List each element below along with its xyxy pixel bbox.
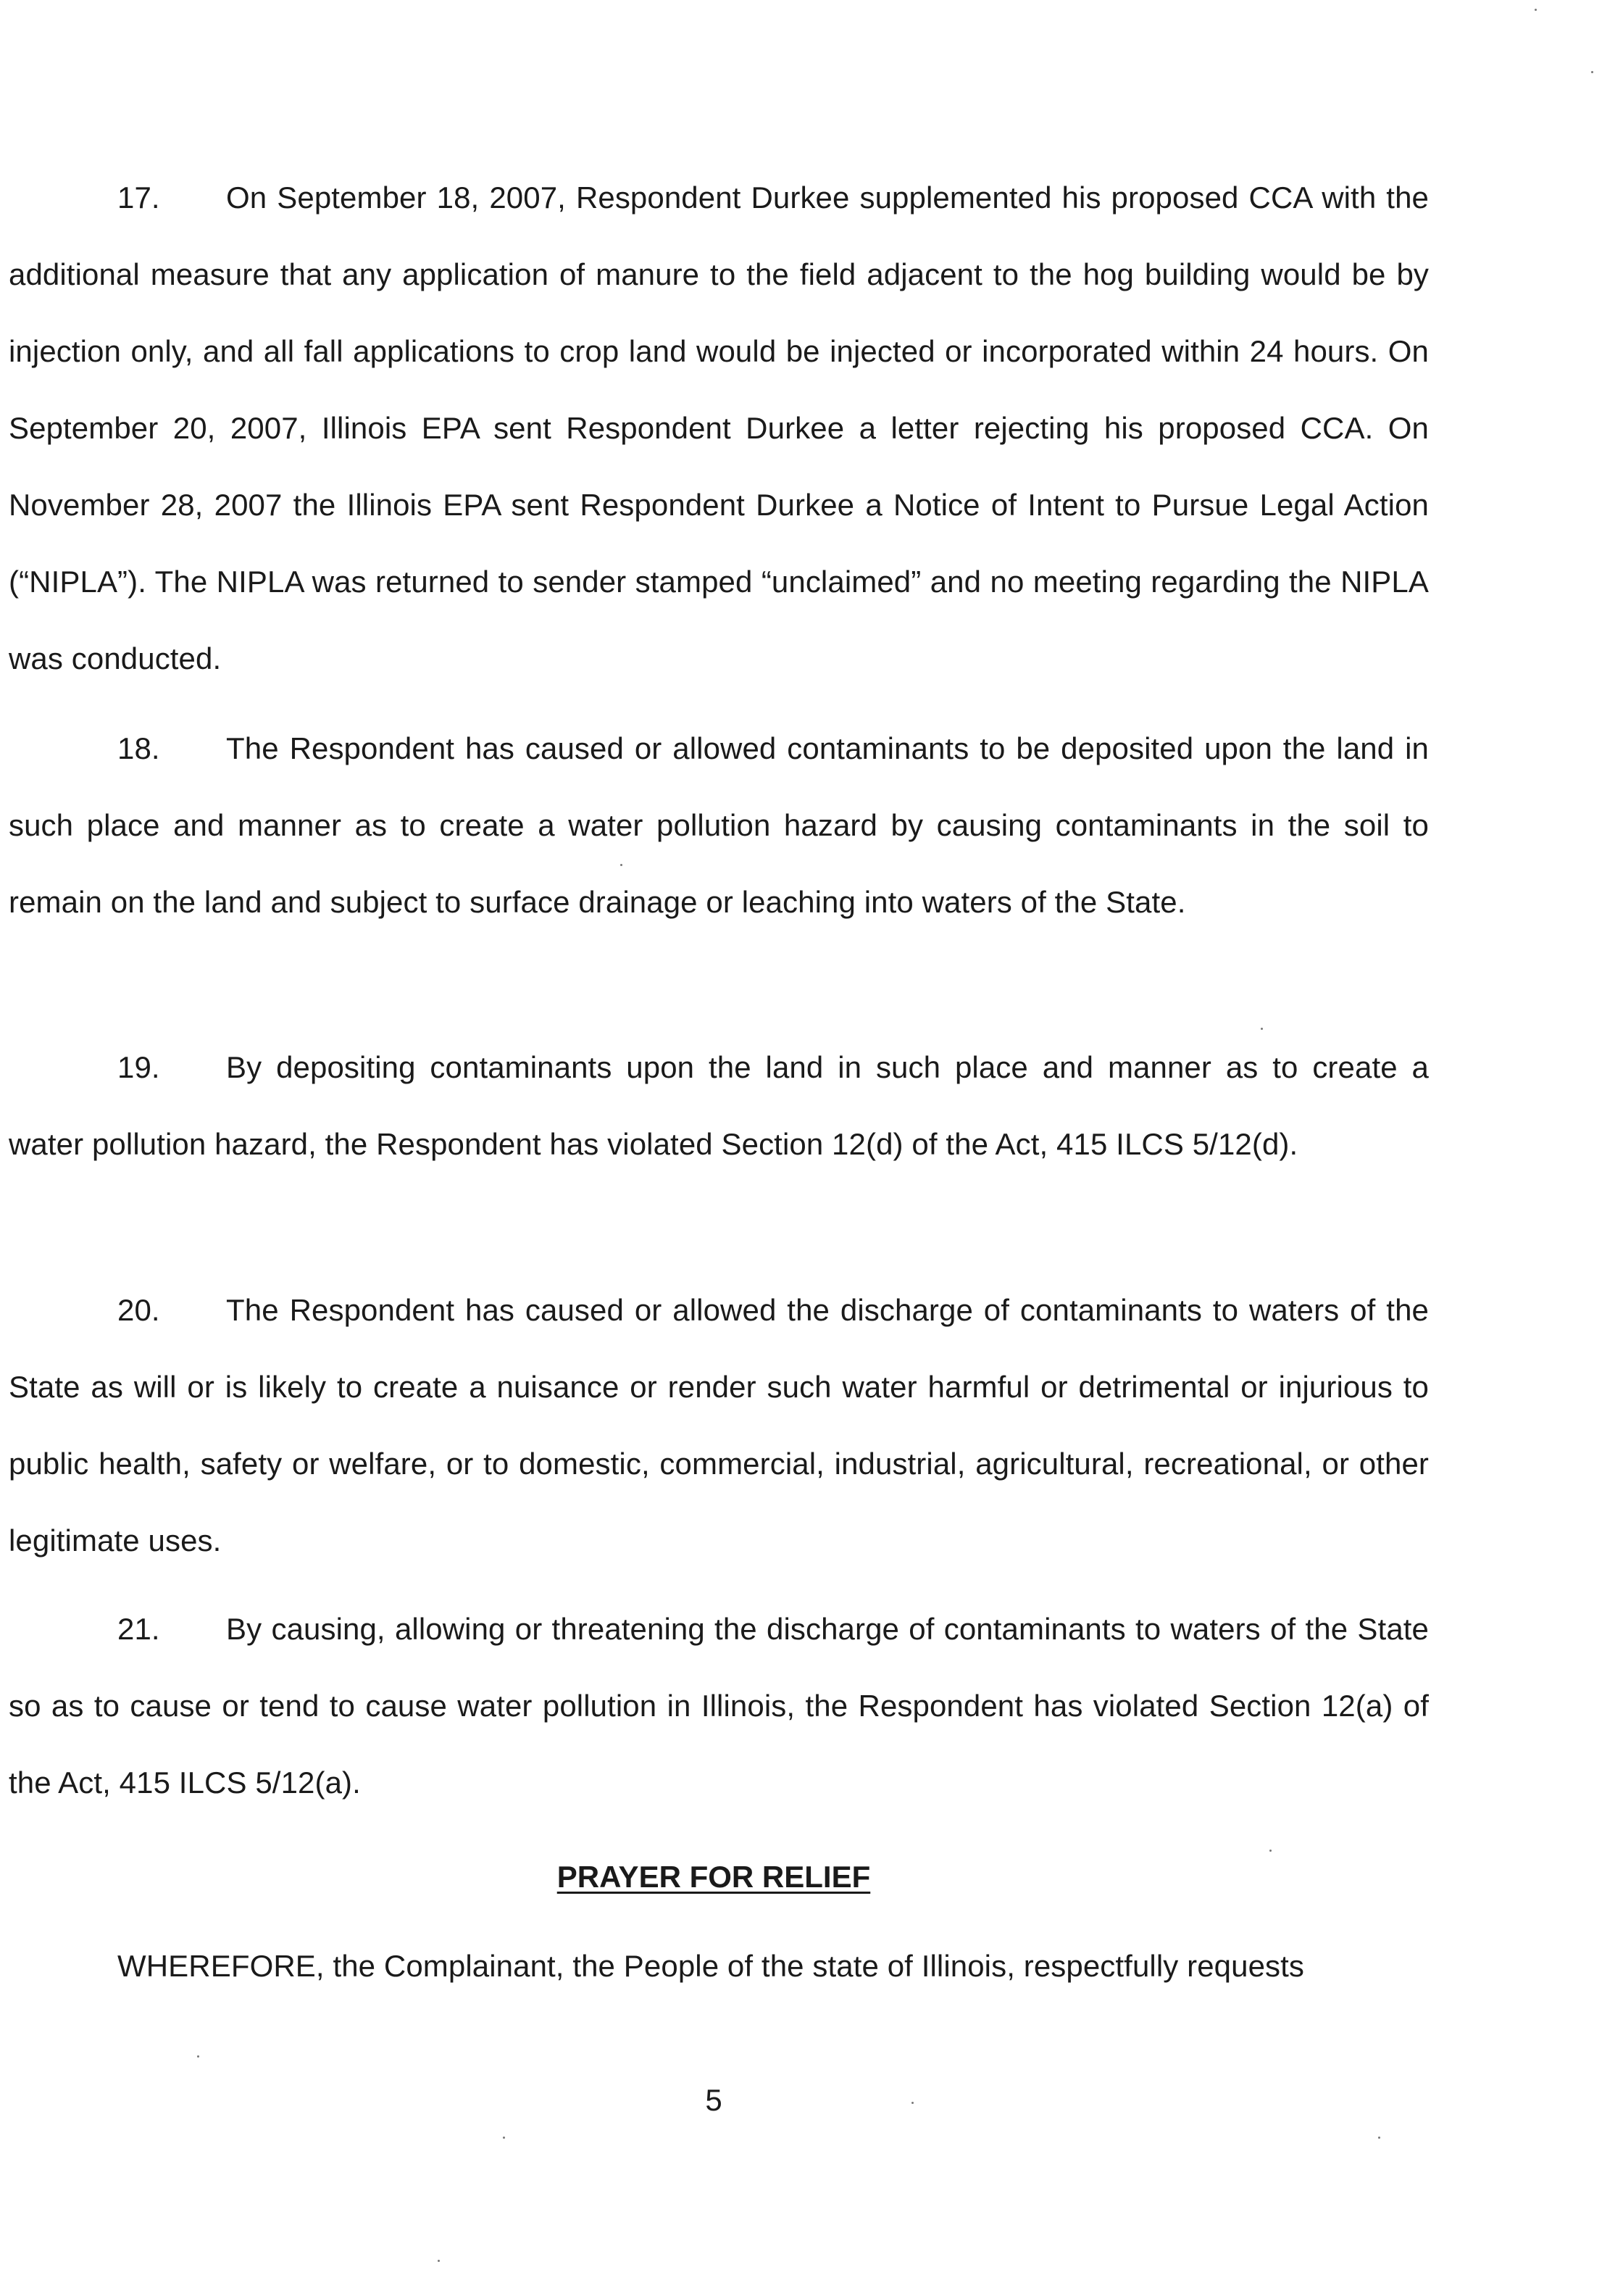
paragraph-21 xyxy=(9,1591,1429,1821)
paragraph-number: 17. xyxy=(117,180,160,215)
paragraph-19 xyxy=(9,1029,1429,1183)
paragraph-18 xyxy=(9,710,1429,941)
paragraph-20 xyxy=(9,1272,1429,1579)
paragraph-number: 20. xyxy=(117,1293,160,1327)
scan-speck xyxy=(197,2055,199,2058)
scan-speck xyxy=(620,864,622,866)
paragraph-text: By depositing contaminants upon the land in such place and manner as to create a water pollution hazard, the Respondent has violated Section 12(d) of the Act, 415 ILCS 5/12(d). xyxy=(9,1050,1429,1161)
scan-speck xyxy=(1535,9,1537,11)
paragraph-text: On September 18, 2007, Respondent Durkee supplemented his proposed CCA with the additional measure that any application of manure to the field adjacent to the hog building would be by injection only, and all fall applications to crop land would be injected or incorporated within 24 hours. On September 20, 2007, Illinois EPA sent Respondent Durkee a letter rejecting his proposed CCA. On November 28, 2007 the Illinois EPA sent Respondent Durkee a Notice of Intent to Pursue Legal Action (“NIPLA”). The NIPLA was returned to sender stamped “unclaimed” and no meeting regarding the NIPLA was conducted. xyxy=(9,180,1429,675)
paragraph-text: WHEREFORE, the Complainant, the People of the state of Illinois, respectfully requests xyxy=(117,1949,1305,1983)
scan-speck xyxy=(438,2260,440,2262)
paragraph-number: 18. xyxy=(117,731,160,765)
scan-speck xyxy=(1269,1850,1272,1852)
scan-speck xyxy=(503,2137,505,2139)
paragraph-number: 21. xyxy=(117,1612,160,1646)
scan-speck xyxy=(911,2102,914,2104)
paragraph-text: By causing, allowing or threatening the discharge of contaminants to waters of the State so as to cause or tend to cause water pollution in Illinois, the Respondent has violated Section 12(a) of the Act, 415 ILCS 5/12(a). xyxy=(9,1612,1429,1800)
paragraph-text: The Respondent has caused or allowed the discharge of contaminants to waters of the State as will or is likely to create a nuisance or render such water harmful or detrimental or injurious to public health, safety or welfare, or to domestic, commercial, industrial, agricultural, recreational, or other legitimate uses. xyxy=(9,1293,1429,1557)
paragraph-text: The Respondent has caused or allowed contaminants to be deposited upon the land in such place and manner as to create a water pollution hazard by causing contaminants in the soil to remain on the land and subject to surface drainage or leaching into waters of the State. xyxy=(9,731,1429,919)
paragraph-17 xyxy=(9,159,1429,697)
paragraph-number: 19. xyxy=(117,1050,160,1084)
scan-speck xyxy=(1591,71,1593,73)
scan-speck xyxy=(1378,2137,1380,2139)
page-number: 5 xyxy=(705,2083,722,2117)
section-heading: PRAYER FOR RELIEF xyxy=(556,1860,871,1894)
closing-paragraph xyxy=(9,1928,1429,2005)
scan-speck xyxy=(1261,1028,1263,1030)
